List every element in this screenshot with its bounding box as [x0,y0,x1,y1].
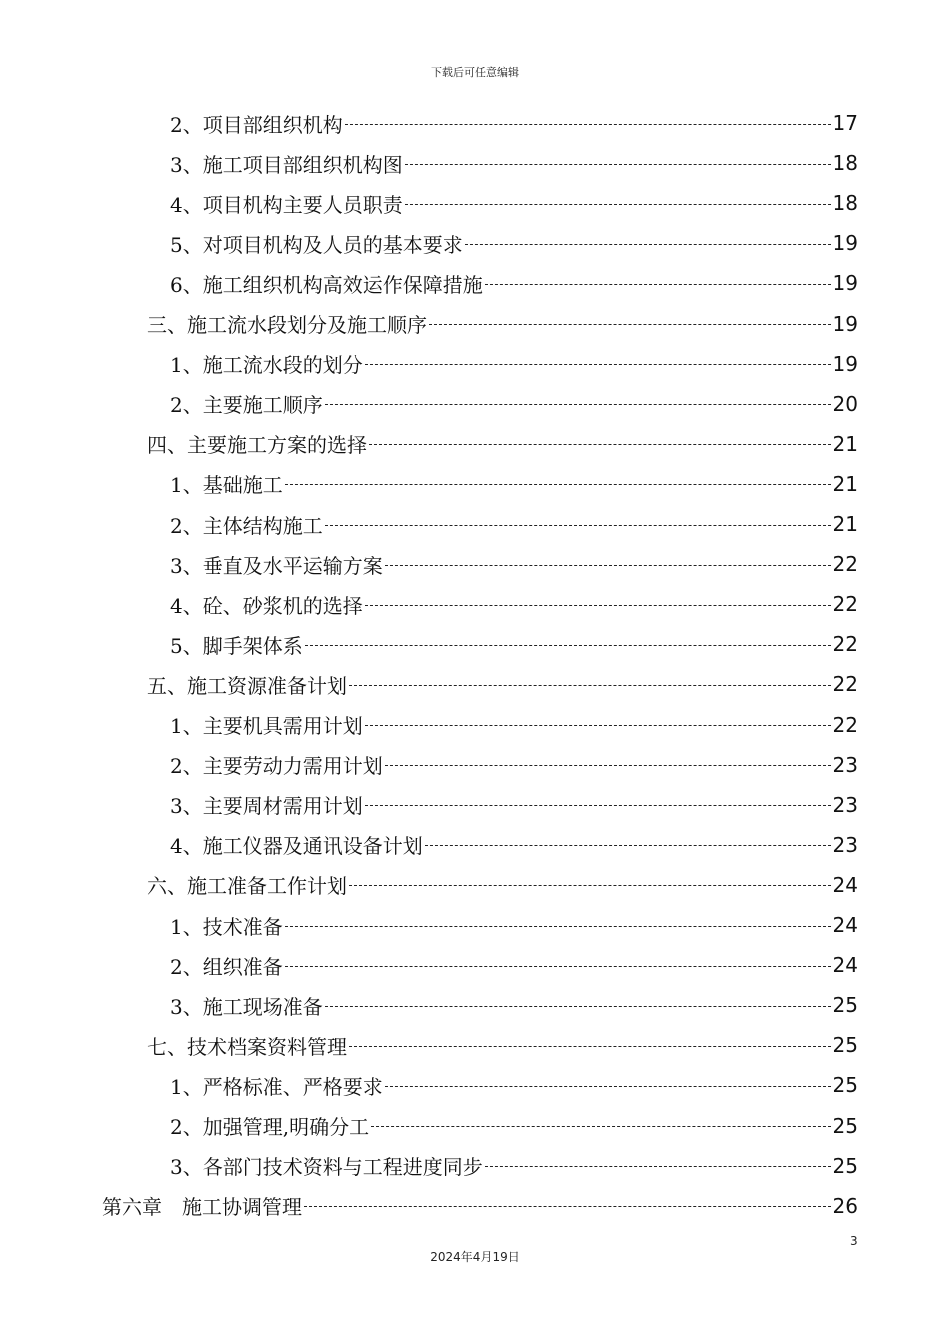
toc-entry-label: 2、主体结构施工 [170,513,323,538]
toc-entry[interactable] [170,1146,858,1186]
toc-entry-label: 七、技术档案资料管理 [147,1034,347,1059]
toc-entry-page: 25 [832,993,858,1018]
toc-entry-label: 3、主要周材需用计划 [170,794,363,819]
toc-leader-line [365,805,831,806]
toc-leader-line [429,324,831,325]
page-header: 下载后可任意编辑 [431,66,519,79]
toc-entry-label: 1、主要机具需用计划 [170,714,363,738]
toc-entry-label: 1、基础施工 [170,473,283,498]
toc-leader-line [465,244,831,245]
toc-entry[interactable] [170,344,858,384]
toc-leader-line [345,124,831,125]
toc-entry[interactable] [170,785,858,825]
toc-entry-page: 22 [832,592,858,617]
toc-entry-page: 25 [832,1153,858,1178]
toc-entry[interactable] [147,304,858,344]
toc-entry[interactable] [170,985,858,1025]
toc-entry-page: 19 [832,231,858,256]
toc-entry-page: 24 [832,872,858,897]
toc-entry-label: 2、主要施工顺序 [170,393,323,418]
toc-entry-label: 1、施工流水段的划分 [170,353,363,378]
toc-entry-label: 五、施工资源准备计划 [147,673,347,698]
toc-entry-page: 25 [832,1113,858,1138]
toc-entry-page: 26 [832,1193,858,1218]
toc-entry-page: 19 [832,311,858,336]
toc-leader-line [349,885,831,886]
toc-leader-line [369,444,831,445]
toc-entry-label: 2、主要劳动力需用计划 [170,754,383,779]
toc-entry-page: 21 [832,512,858,536]
toc-entry-label: 3、施工现场准备 [170,994,323,1019]
toc-entry-label: 4、施工仪器及通讯设备计划 [170,834,423,859]
toc-entry-label: 1、技术准备 [170,914,283,939]
toc-entry-page: 24 [832,953,858,978]
toc-entry-page: 18 [832,151,858,176]
toc-leader-line [349,1046,831,1047]
toc-entry[interactable] [170,1106,858,1146]
toc-entry-page: 23 [832,832,858,857]
toc-entry[interactable] [170,504,858,544]
footer-date: 2024年4月19日 [430,1250,520,1264]
toc-leader-line [304,1206,831,1207]
toc-entry-label: 2、项目部组织机构 [170,112,343,137]
toc-leader-line [485,1166,831,1167]
toc-entry-page: 23 [832,752,858,777]
toc-entry-label: 4、项目机构主要人员职责 [170,192,403,217]
toc-entry-label: 2、加强管理,明确分工 [170,1115,370,1139]
toc-entry[interactable] [170,223,858,263]
toc-entry[interactable] [147,865,858,905]
toc-entry-label: 第六章 施工协调管理 [102,1195,302,1220]
toc-entry-page: 17 [832,111,858,135]
toc-entry-label: 5、对项目机构及人员的基本要求 [170,232,463,257]
toc-entry-label: 1、严格标准、严格要求 [170,1074,383,1099]
toc-leader-line [385,1086,831,1087]
toc-entry-page: 24 [832,913,858,937]
toc-leader-line [405,204,831,205]
toc-leader-line [365,605,831,606]
toc-entry[interactable] [147,1025,858,1065]
toc-entry-page: 25 [832,1033,858,1058]
toc-leader-line [365,364,831,365]
toc-entry[interactable] [170,825,858,865]
toc-entry-label: 4、砼、砂浆机的选择 [170,593,363,618]
toc-entry[interactable] [170,745,858,785]
toc-entry-page: 22 [832,552,858,577]
toc-leader-line [285,926,831,927]
toc-entry[interactable] [170,1065,858,1105]
toc-entry[interactable] [170,905,858,945]
toc-entry-page: 20 [832,391,858,416]
toc-leader-line [305,645,831,646]
toc-leader-line [285,484,831,485]
toc-leader-line [365,725,831,726]
toc-entry[interactable] [170,263,858,303]
toc-leader-line [285,966,831,967]
toc-entry[interactable] [170,945,858,985]
toc-entry-page: 21 [832,431,858,456]
toc-entry-label: 3、各部门技术资料与工程进度同步 [170,1155,483,1180]
toc-leader-line [385,765,831,766]
toc-entry[interactable] [147,664,858,704]
toc-entry-page: 21 [832,471,858,496]
toc-entry[interactable] [170,705,858,745]
toc-entry-label: 5、脚手架体系 [170,633,303,658]
toc-entry[interactable] [170,624,858,664]
toc-leader-line [325,525,831,526]
toc-entry-label: 6、施工组织机构高效运作保障措施 [170,272,483,297]
toc-leader-line [485,284,831,285]
page-number: 3 [850,1234,858,1248]
toc-entry-page: 22 [832,712,858,737]
toc-leader-line [385,565,831,566]
toc-entry-page: 19 [832,271,858,296]
toc-entry-page: 22 [832,632,858,657]
toc-entry[interactable] [102,1186,858,1226]
toc-entry-label: 2、组织准备 [170,954,283,979]
toc-entry[interactable] [170,544,858,584]
toc-entry-label: 3、垂直及水平运输方案 [170,553,383,578]
toc-leader-line [371,1126,830,1127]
toc-entry-label: 三、施工流水段划分及施工顺序 [147,313,427,337]
toc-leader-line [325,1006,831,1007]
toc-leader-line [425,845,831,846]
toc-leader-line [325,404,831,405]
toc-entry[interactable] [170,103,858,143]
toc-entry-page: 18 [832,191,858,216]
toc-entry[interactable] [170,183,858,223]
toc-entry-page: 19 [832,351,858,376]
toc-entry[interactable] [170,384,858,424]
toc-leader-line [349,685,831,686]
toc-entry[interactable] [147,424,858,464]
toc-entry-page: 22 [832,672,858,697]
toc-entry-label: 3、施工项目部组织机构图 [170,152,403,177]
toc-entry-page: 23 [832,792,858,817]
toc-entry[interactable] [170,143,858,183]
toc-entry-page: 25 [832,1073,858,1098]
toc-entry-label: 六、施工准备工作计划 [147,874,347,899]
toc-entry[interactable] [170,464,858,504]
toc-entry-label: 四、主要施工方案的选择 [147,433,367,458]
toc-entry[interactable] [170,584,858,624]
toc-leader-line [405,164,831,165]
